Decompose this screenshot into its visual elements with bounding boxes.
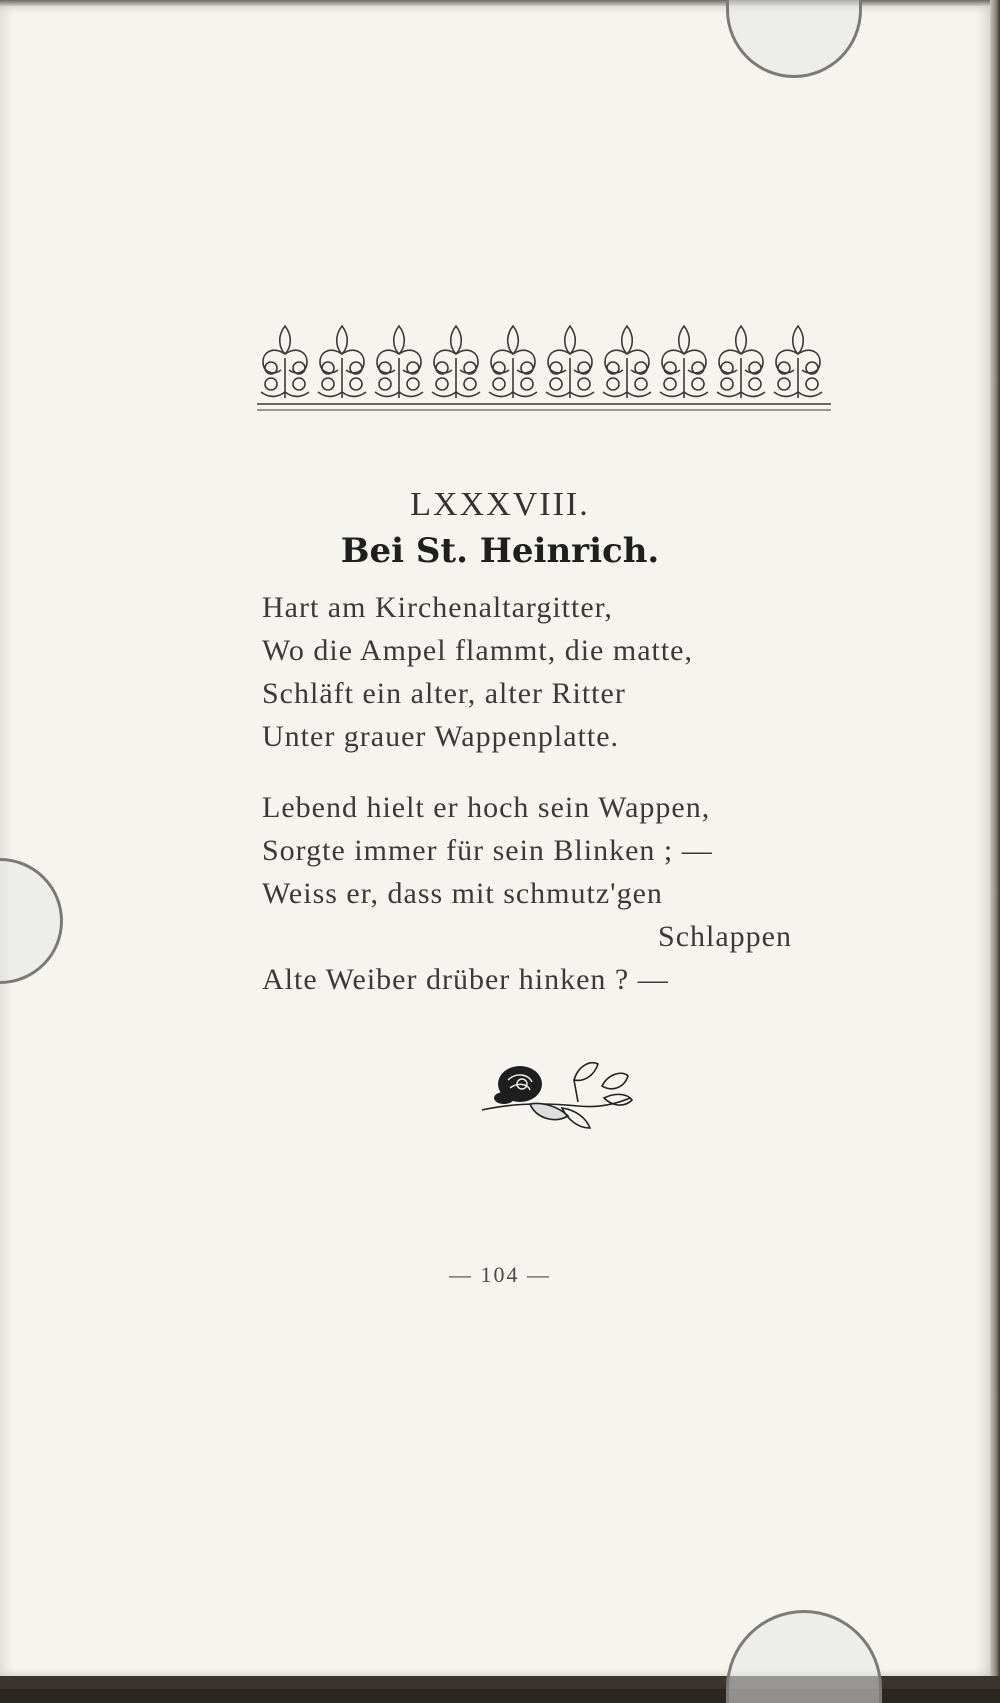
verse-line-continuation: Schlappen <box>658 920 792 953</box>
page-number: — 104 — <box>449 1262 551 1287</box>
verse-line: Sorgte immer für sein Blinken ; — <box>262 834 713 867</box>
fleur-de-lis-border-icon <box>257 318 831 414</box>
rose-branch-icon <box>478 1058 634 1132</box>
verse-line: Lebend hielt er hoch sein Wappen, <box>262 791 711 824</box>
stanza-2 <box>262 786 802 1001</box>
poem-title: Bei St. Heinrich. <box>340 531 660 571</box>
page-edge <box>990 0 1000 1689</box>
verse-line: Weiss er, dass mit schmutz'gen <box>262 877 663 910</box>
poem-number: LXXXVIII. <box>410 486 590 523</box>
verse-line: Wo die Ampel flammt, die matte, <box>262 634 693 667</box>
stanza-1 <box>262 586 802 758</box>
verse-line: Hart am Kirchenaltargitter, <box>262 591 613 624</box>
book-page <box>0 6 990 1676</box>
verse-line: Alte Weiber drüber hinken ? — <box>262 963 669 996</box>
verse-line: Schläft ein alter, alter Ritter <box>262 677 626 710</box>
verse-line: Unter grauer Wappenplatte. <box>262 720 620 753</box>
